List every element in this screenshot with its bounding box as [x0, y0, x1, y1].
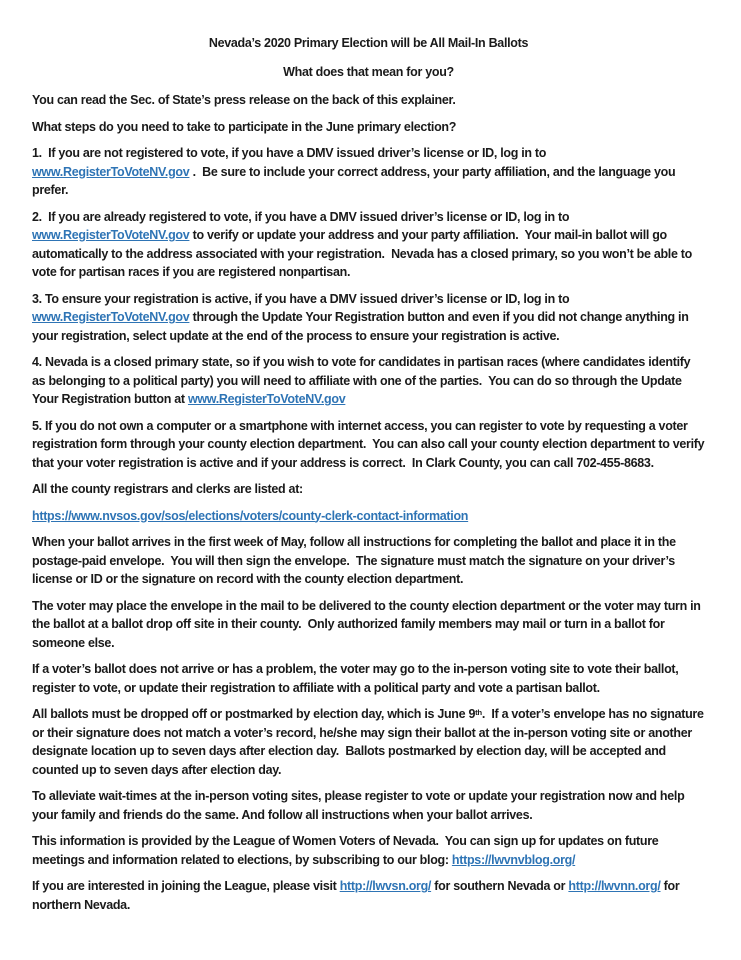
registrars-link-link[interactable]: https://www.nvsos.gov/sos/elections/voters/county-clerk-contact-information [32, 508, 469, 523]
text-run: through the Update Your Registration button and even if you did not change anything in your registration, select update at the end of the process to ensure your registration is active. [32, 310, 692, 343]
ordinal-superscript: th [475, 707, 482, 717]
ballot-arrival [32, 533, 705, 589]
text-run: . If a voter’s envelope has no signature or their signature does not match a voter’s record, he/she may sign their ballot at the in-person voting site or another designate location up to seven days after election day. Ballots postmarked by election day, will be accepted and counted up to seven days after election day. [32, 707, 707, 777]
text-run: 4. Nevada is a closed primary state, so if you wish to vote for candidates in partisan races (where candidates identify as belonging to a political party) you will need to affiliate with one of the parties. You can do so through the Update Your Registration button at [32, 355, 694, 406]
text-run: You can read the Sec. of State’s press release on the back of this explainer. [32, 93, 456, 107]
step-5 [32, 417, 708, 473]
join-league-link[interactable]: http://lwvsn.org/ [339, 879, 432, 893]
document-title: Nevada’s 2020 Primary Election will be All Mail-In Ballots [208, 36, 529, 50]
text-run: The voter may place the envelope in the mail to be delivered to the county election department or the voter may turn in the ballot at a ballot drop off site in their county. Only authorized family members may mail or turn in a ballot for someone else. [32, 598, 704, 650]
provided-by-link[interactable]: https://lwvnvblog.org/ [451, 852, 576, 867]
document-subtitle: What does that mean for you? [283, 64, 454, 79]
text-run: for southern Nevada or [431, 879, 569, 893]
steps-question [32, 118, 705, 137]
step-4 [32, 353, 705, 409]
ballot-problem [32, 660, 705, 697]
step-1 [32, 144, 705, 200]
deadline [32, 705, 705, 779]
text-run: for northern Nevada. [32, 879, 683, 912]
text-run: To alleviate wait-times at the in-person voting sites, please register to vote or update your registration now and help your family and friends do the same. And follow all instructions when your ballot arrives. [32, 789, 688, 822]
text-run: This information is provided by the League of Women Voters of Nevada. You can sign up for updates on future meetings and information related to elections, by subscribing to our blog: [32, 834, 662, 867]
text-run: If you are interested in joining the League, please visit [32, 879, 340, 893]
text-run: 2. If you are already registered to vote, if you have a DMV issued driver’s license or ID, log in to [32, 209, 573, 224]
step-2 [32, 208, 705, 282]
text-run: All the county registrars and clerks are listed at: [32, 482, 303, 496]
wait-times [32, 787, 705, 824]
document-body [32, 91, 708, 914]
text-run: If a voter’s ballot does not arrive or has a problem, the voter may go to the in-person voting site to vote their ballot, register to vote, or update their registration to affiliate with a political party and vote a partisan ballot. [32, 662, 682, 695]
text-run: All ballots must be dropped off or postmarked by election day, which is June 9 [32, 707, 476, 721]
intro-press-release [32, 91, 705, 110]
provided-by [32, 832, 705, 869]
text-run: What steps do you need to take to participate in the June primary election? [32, 119, 457, 134]
step-2-link[interactable]: www.RegisterToVoteNV.gov [32, 228, 190, 242]
registrars-link [32, 507, 705, 526]
join-league-link[interactable]: http://lwvnn.org/ [568, 879, 661, 893]
step-1-link[interactable]: www.RegisterToVoteNV.gov [32, 164, 190, 179]
registrars-intro [32, 480, 705, 499]
ballot-return [32, 597, 705, 653]
text-run: . Be sure to include your correct address, your party affiliation, and the language you prefer. [32, 164, 679, 197]
text-run: When your ballot arrives in the first week of May, follow all instructions for completing the ballot and place it in the postage-paid envelope. You will then sign the envelope. The signature must match the signature on your driver’s license or ID or the signature on record with the county election department. [32, 535, 679, 586]
text-run: 5. If you do not own a computer or a smartphone with internet access, you can register to vote by requesting a voter registration form through your county election department. You can also call your county election department to verify that your voter registration is active and if your address is correct. In Clark County, you can call 702-455-8683. [32, 418, 708, 470]
step-4-link[interactable]: www.RegisterToVoteNV.gov [187, 392, 346, 406]
text-run: 1. If you are not registered to vote, if you have a DMV issued driver’s license or ID, log in to [32, 146, 550, 160]
text-run: to verify or update your address and your party affiliation. Your mail-in ballot will go automatically to the address associated with your registration. Nevada has a closed primary, so you won’t be able to vote for partisan races if you are registered nonpartisan. [32, 228, 696, 279]
step-3-link[interactable]: www.RegisterToVoteNV.gov [32, 310, 190, 324]
join-league [32, 877, 705, 914]
text-run: 3. To ensure your registration is active, if you have a DMV issued driver’s license or ID, log in to [32, 291, 573, 306]
step-3 [32, 290, 705, 346]
